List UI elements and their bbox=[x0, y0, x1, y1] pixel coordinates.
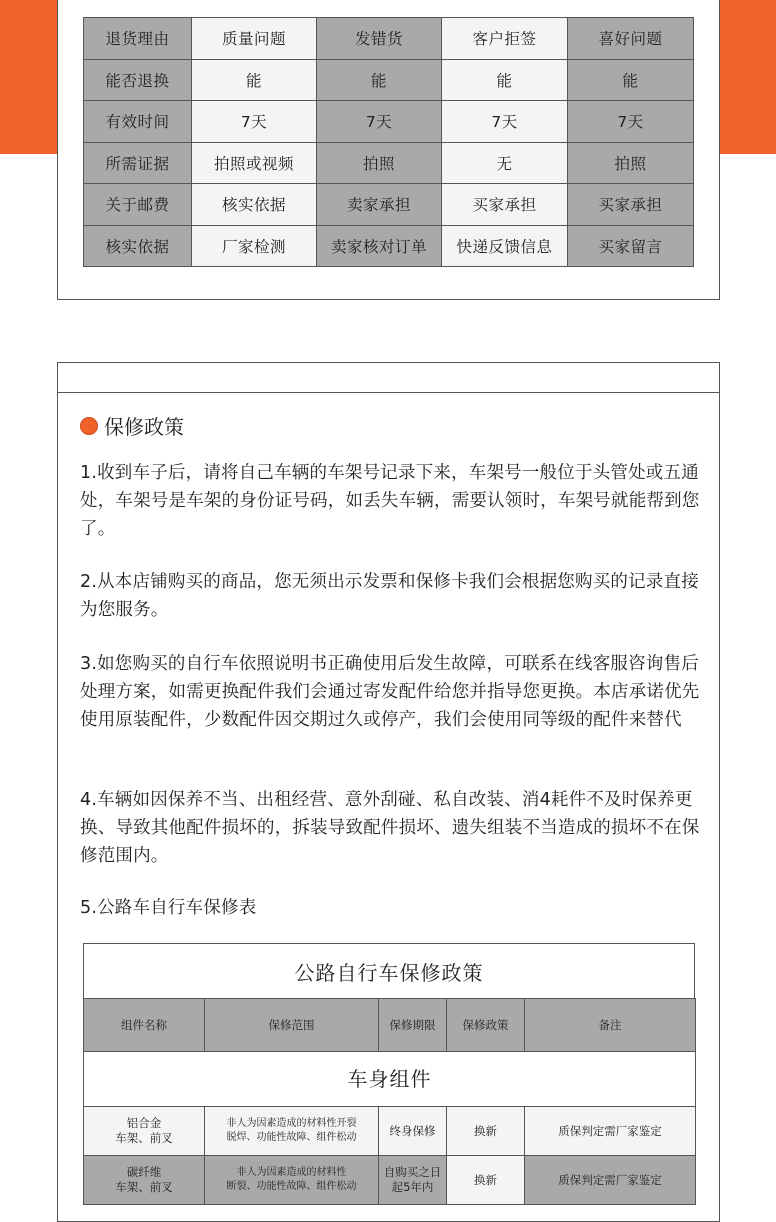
component-parts: 车架、前叉 bbox=[115, 1180, 173, 1194]
scope-line: 非人为因素造成的材料性 bbox=[236, 1167, 347, 1178]
table-row bbox=[84, 59, 694, 101]
policy-cell: 换新 bbox=[447, 1156, 525, 1205]
paragraph-5: 5.公路车自行车保修表 bbox=[80, 898, 257, 918]
column-header: 备注 bbox=[525, 999, 696, 1052]
row-header-cell: 所需证据 bbox=[84, 142, 192, 184]
table-cell: 能 bbox=[192, 59, 317, 101]
group-row bbox=[84, 1052, 696, 1107]
table-cell: 能 bbox=[442, 59, 568, 101]
policy-cell: 换新 bbox=[447, 1107, 525, 1156]
warranty-table-title: 公路自行车保修政策 bbox=[83, 943, 695, 998]
paragraph-1: 1.收到车子后，请将自己车辆的车架号记录下来，车架号一般位于头管处或五通处，车架号是车架的身份证号码，如丢失车辆，需要认领时，车架号就能帮到您了。 bbox=[80, 463, 700, 539]
component-name-cell bbox=[84, 1156, 205, 1205]
section-title-text: 保修政策 bbox=[104, 415, 184, 439]
scope-line: 断裂、功能性故障、组件松动 bbox=[226, 1181, 357, 1192]
scope-cell bbox=[205, 1107, 379, 1156]
period-cell bbox=[379, 1107, 447, 1156]
table-cell: 7天 bbox=[442, 101, 568, 143]
divider bbox=[58, 392, 719, 393]
scope-line: 非人为因素造成的材料性开裂 bbox=[226, 1118, 357, 1129]
orange-decor-right bbox=[720, 0, 776, 154]
table-cell: 拍照 bbox=[568, 142, 694, 184]
warranty-card bbox=[57, 362, 720, 1222]
row-header-cell: 退货理由 bbox=[84, 18, 192, 60]
table-row bbox=[84, 101, 694, 143]
table-row bbox=[84, 225, 694, 267]
paragraph-2: 2.从本店铺购买的商品，您无须出示发票和保修卡我们会根据您购买的记录直接为您服务。 bbox=[80, 572, 699, 620]
table-cell: 核实依据 bbox=[192, 184, 317, 226]
component-parts: 车架、前叉 bbox=[115, 1131, 173, 1145]
component-name-cell bbox=[84, 1107, 205, 1156]
table-row bbox=[84, 18, 694, 60]
table-cell: 发错货 bbox=[317, 18, 442, 60]
table-cell: 拍照或视频 bbox=[192, 142, 317, 184]
table-row bbox=[84, 1107, 696, 1156]
row-header-cell: 能否退换 bbox=[84, 59, 192, 101]
period-cell bbox=[379, 1156, 447, 1205]
table-row bbox=[84, 1156, 696, 1205]
component-material: 铝合金 bbox=[126, 1116, 162, 1130]
column-header: 保修期限 bbox=[379, 999, 447, 1052]
table-cell: 能 bbox=[317, 59, 442, 101]
component-material: 碳纤维 bbox=[126, 1165, 162, 1179]
table-cell: 质量问题 bbox=[192, 18, 317, 60]
paragraph-4: 4.车辆如因保养不当、出租经营、意外刮碰、私自改装、消4耗件不及时保养更换、导致其他配件损坏的，拆装导致配件损坏、遗失组装不当造成的损坏不在保修范围内。 bbox=[80, 790, 700, 866]
note-cell: 质保判定需厂家鉴定 bbox=[525, 1107, 696, 1156]
return-policy-table bbox=[83, 17, 694, 267]
bullet-dot-icon bbox=[80, 417, 98, 435]
table-cell: 厂家检测 bbox=[192, 225, 317, 267]
paragraph-3: 3.如您购买的自行车依照说明书正确使用后发生故障，可联系在线客服咨询售后处理方案，如需更换配件我们会通过寄发配件给您并指导您更换。本店承诺优先使用原装配件，少数配件因交期过久或停产，我们会使用同等级的配件来替代 bbox=[80, 654, 700, 730]
scope-cell bbox=[205, 1156, 379, 1205]
table-cell: 无 bbox=[442, 142, 568, 184]
table-cell: 7天 bbox=[317, 101, 442, 143]
period-line: 终身保修 bbox=[389, 1123, 436, 1138]
table-cell: 拍照 bbox=[317, 142, 442, 184]
table-cell: 买家留言 bbox=[568, 225, 694, 267]
table-row bbox=[84, 142, 694, 184]
table-cell: 买家承担 bbox=[442, 184, 568, 226]
scope-line: 脱焊、功能性故障、组件松动 bbox=[226, 1132, 357, 1143]
table-cell: 卖家承担 bbox=[317, 184, 442, 226]
section-title bbox=[80, 411, 184, 440]
return-policy-card bbox=[57, 0, 720, 300]
orange-decor-left bbox=[0, 0, 57, 154]
group-title: 车身组件 bbox=[84, 1052, 696, 1107]
column-header: 保修范围 bbox=[205, 999, 379, 1052]
table-header-row bbox=[84, 999, 696, 1052]
column-header: 保修政策 bbox=[447, 999, 525, 1052]
table-cell: 7天 bbox=[192, 101, 317, 143]
table-cell: 客户拒签 bbox=[442, 18, 568, 60]
column-header: 组件名称 bbox=[84, 999, 205, 1052]
period-line: 起5年内 bbox=[391, 1180, 434, 1194]
warranty-table bbox=[83, 943, 695, 1205]
table-cell: 买家承担 bbox=[568, 184, 694, 226]
table-cell: 喜好问题 bbox=[568, 18, 694, 60]
table-cell: 7天 bbox=[568, 101, 694, 143]
row-header-cell: 有效时间 bbox=[84, 101, 192, 143]
table-cell: 快递反馈信息 bbox=[442, 225, 568, 267]
table-row bbox=[84, 184, 694, 226]
table-cell: 能 bbox=[568, 59, 694, 101]
note-cell: 质保判定需厂家鉴定 bbox=[525, 1156, 696, 1205]
period-line: 自购买之日 bbox=[383, 1165, 442, 1179]
row-header-cell: 核实依据 bbox=[84, 225, 192, 267]
row-header-cell: 关于邮费 bbox=[84, 184, 192, 226]
table-cell: 卖家核对订单 bbox=[317, 225, 442, 267]
